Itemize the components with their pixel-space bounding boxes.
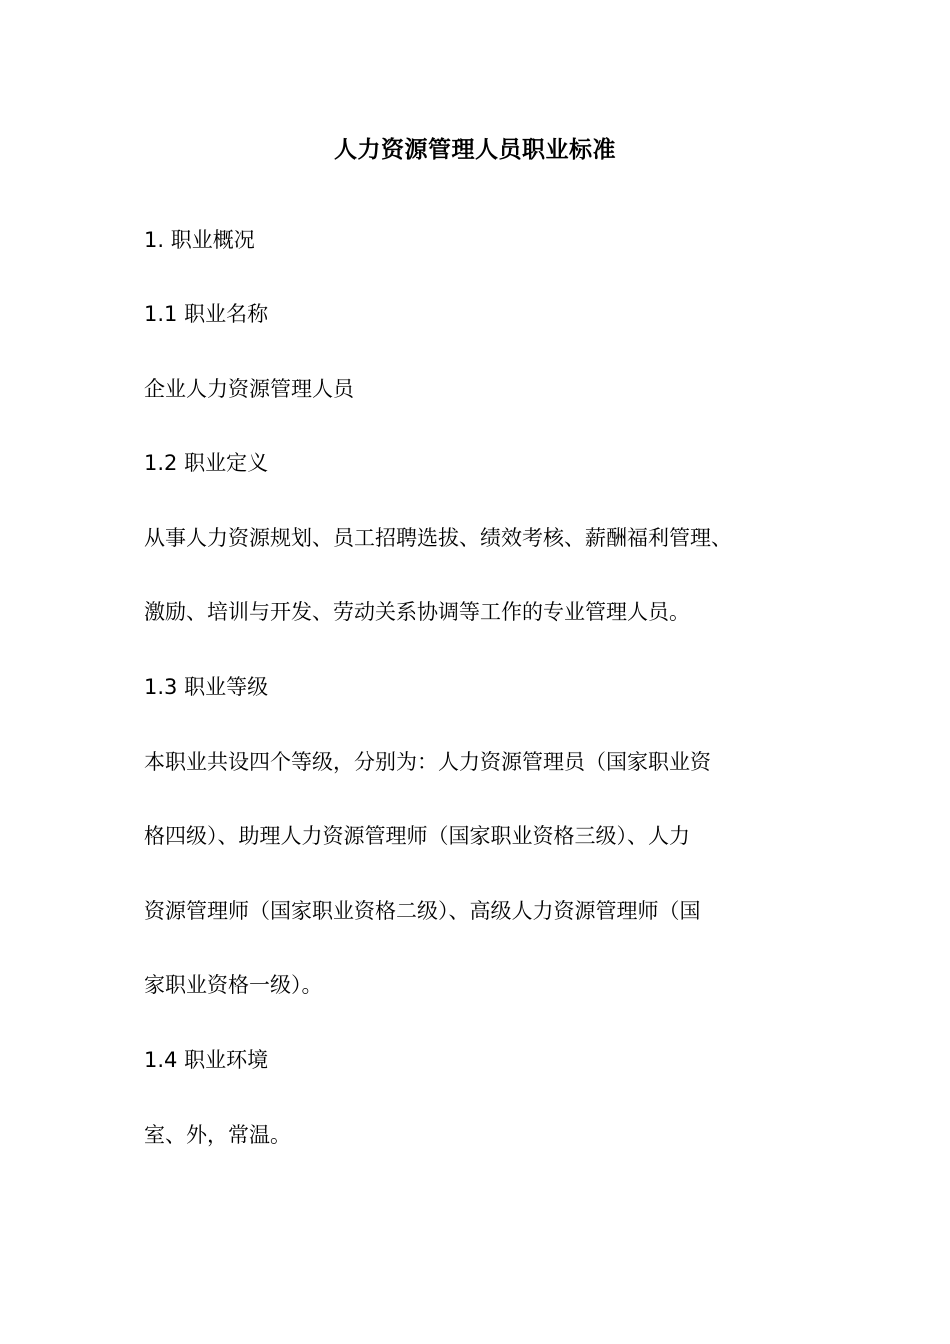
paragraph-line: 激励、培训与开发、劳动关系协调等工作的专业管理人员。: [144, 600, 690, 624]
subsection-heading-1-2: 1.2 职业定义: [144, 451, 269, 475]
paragraph-line: 格四级）、助理人力资源管理师（国家职业资格三级）、人力: [144, 824, 690, 848]
subsection-heading-1-4: 1.4 职业环境: [144, 1048, 269, 1072]
subsection-heading-1-1: 1.1 职业名称: [144, 302, 269, 326]
paragraph-line: 资源管理师（国家职业资格二级）、高级人力资源管理师（国: [144, 899, 701, 923]
paragraph-line: 室、外，常温。: [144, 1123, 291, 1147]
paragraph-line: 家职业资格一级）。: [144, 973, 323, 997]
document-title: 人力资源管理人员职业标准: [334, 137, 616, 163]
paragraph-line: 从事人力资源规划、员工招聘选拔、绩效考核、薪酬福利管理、: [144, 526, 732, 550]
section-heading-1: 1. 职业概况: [144, 228, 255, 252]
paragraph-line: 企业人力资源管理人员: [144, 377, 354, 401]
subsection-heading-1-3: 1.3 职业等级: [144, 675, 269, 699]
paragraph-line: 本职业共设四个等级，分别为：人力资源管理员（国家职业资: [144, 750, 711, 774]
